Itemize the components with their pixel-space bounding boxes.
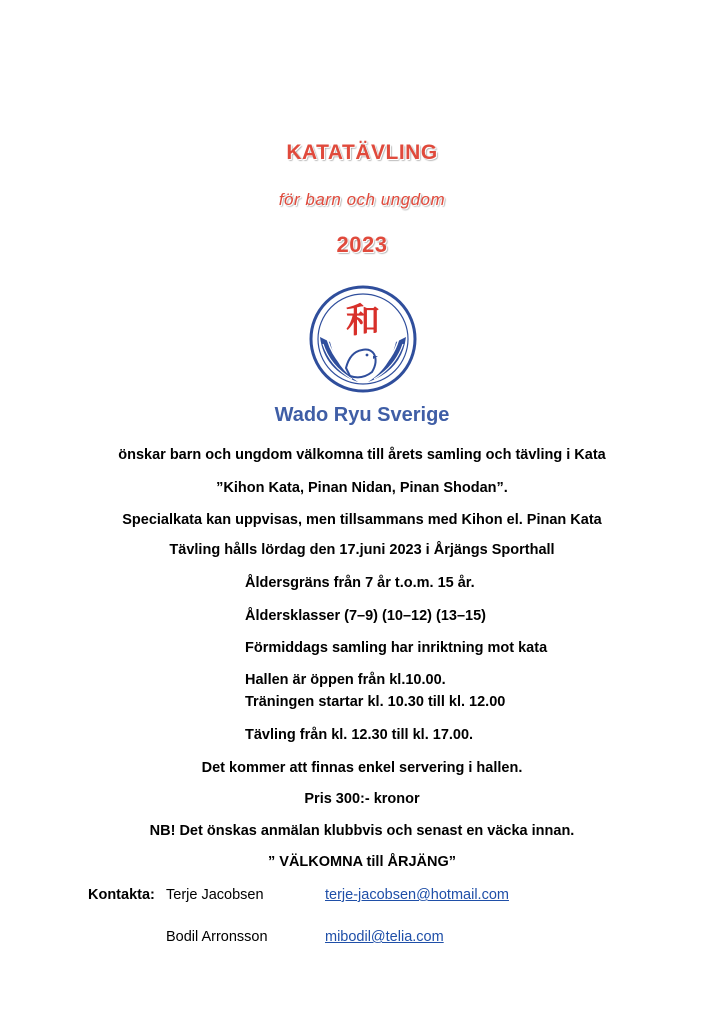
age-limit-line: Åldersgräns från 7 år t.o.m. 15 år. [245, 575, 475, 591]
age-classes-line: Åldersklasser (7–9) (10–12) (13–15) [245, 608, 487, 624]
welcome-line: ” VÄLKOMNA till ÅRJÄNG” [268, 854, 456, 870]
registration-note-line: NB! Det önskas anmälan klubbvis och senast en väcka innan. [149, 823, 575, 839]
intro-line: önskar barn och ungdom välkomna till årets samling och tävling i Kata [118, 447, 606, 463]
catering-line: Det kommer att finnas enkel servering i hallen. [201, 760, 523, 776]
contact-label: Kontakta: [88, 887, 155, 903]
special-kata-line: Specialkata kan uppvisas, men tillsammans med Kihon el. Pinan Kata [122, 512, 602, 528]
competition-time-line: Tävling från kl. 12.30 till kl. 17.00. [245, 727, 474, 743]
contact-email-link[interactable]: mibodil@telia.com [325, 929, 444, 945]
event-title: KATATÄVLING [286, 141, 438, 164]
price-line: Pris 300:- kronor [304, 791, 420, 807]
morning-session-line: Förmiddags samling har inriktning mot kata [245, 640, 548, 656]
contact-name: Bodil Arronsson [166, 929, 268, 945]
hall-opening-line: Hallen är öppen från kl.10.00. [245, 672, 446, 688]
kanji-glyph: 和 [346, 301, 380, 341]
event-year: 2023 [336, 232, 388, 257]
wado-ryu-logo-icon [306, 282, 420, 396]
kata-list-line: ”Kihon Kata, Pinan Nidan, Pinan Shodan”. [216, 480, 508, 496]
organization-name: Wado Ryu Sverige [274, 404, 450, 426]
event-subtitle: för barn och ungdom [278, 190, 446, 209]
contact-email-link[interactable]: terje-jacobsen@hotmail.com [325, 887, 509, 903]
training-time-line: Träningen startar kl. 10.30 till kl. 12.00 [245, 694, 506, 710]
wado-ryu-logo [306, 282, 420, 396]
date-venue-line: Tävling hålls lördag den 17.juni 2023 i Årjängs Sporthall [169, 542, 555, 558]
contact-name: Terje Jacobsen [166, 887, 264, 903]
